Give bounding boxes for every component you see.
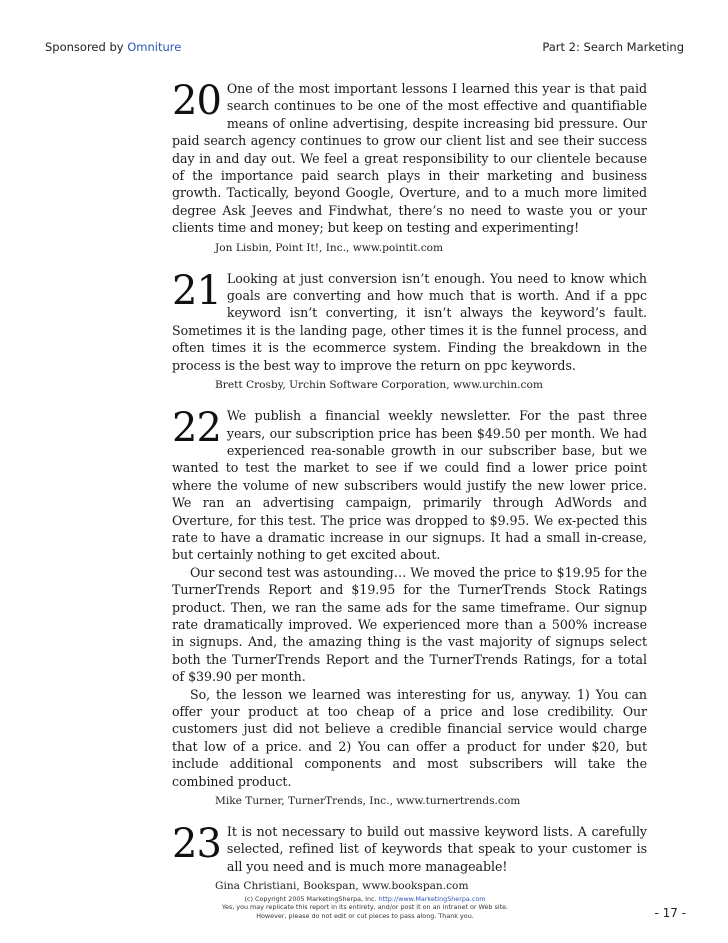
tip-20 <box>172 80 647 255</box>
tip-paragraph: One of the most important lessons I learned this year is that paid search continues to be one of the most effective and quantifiable means of online advertising, despite increasing bid pressure. Our paid search agency continues to grow our client list and see their success day in and day out. We feel a great responsibility to our clientele because of the importance paid search plays in their marketing and business growth. Tactically, beyond Google, Overture, and to a much more limited degree Ask Jeeves and Findwhat, there’s no need to waste you or your clients time and money; but keep on testing and experimenting! <box>172 81 647 236</box>
tip-22 <box>172 407 647 808</box>
tips-list <box>172 80 647 908</box>
page-number: - 17 - <box>654 906 686 920</box>
sponsor-prefix: Sponsored by <box>45 40 124 54</box>
tip-number: 21 <box>172 267 221 314</box>
tip-paragraph: We publish a financial weekly newsletter. For the past three years, our subscription price has been $49.50 per month. We had experienced rea-sonable growth in our subscriber base, but we wanted to test the market to see if we could find a lower price point where the volume of new subscribers would justify the new lower price. We ran an advertising campaign, primarily through AdWords and Overture, for this test. The price was dropped to $9.95. We ex-pected this rate to have a dramatic increase in our signups. It had a small in-crease, but certainly nothing to get excited about. <box>172 408 647 563</box>
tip-number: 22 <box>172 405 221 452</box>
tip-credit: Mike Turner, TurnerTrends, Inc., www.turnertrends.com <box>215 795 521 808</box>
tip-body <box>172 80 647 237</box>
tip-21 <box>172 267 647 392</box>
tip-credit: Brett Crosby, Urchin Software Corporation, www.urchin.com <box>215 379 543 392</box>
tip-paragraph: Our second test was astounding… We moved the price to $19.95 for the TurnerTrends Report and $19.95 for the TurnerTrends Stock Ratings product. Then, we ran the same ads for the same timeframe. Our signup rate dramatically improved. We experienced more than a 500% increase in signups. And, the amazing thing is the vast majority of signups select both the TurnerTrends Report and the TurnerTrends Ratings, for a total of $39.90 per month. <box>172 564 647 685</box>
marketingsherpa-link[interactable]: http://www.MarketingSherpa.com <box>378 895 486 903</box>
tip-body <box>172 407 647 790</box>
tip-body <box>172 267 647 374</box>
header-section-title: Part 2: Search Marketing <box>542 40 684 54</box>
tip-paragraph: So, the lesson we learned was interesting for us, anyway. 1) You can offer your product at too cheap of a price and lose credibility. Our customers just did not believe a credible financial service would charge that low of a price. and 2) You can offer a product for under $20, but include additional components and most subscribers will take the combined product. <box>172 686 647 789</box>
tip-number: 20 <box>172 78 221 124</box>
tip-23 <box>172 823 647 893</box>
header-sponsor <box>45 40 181 54</box>
edit-notice: However, please do not edit or cut pieces to pass along. Thank you. <box>256 911 474 920</box>
tip-credit: Gina Christiani, Bookspan, www.bookspan.com <box>215 880 469 893</box>
tip-number: 23 <box>172 821 221 868</box>
tip-credit: Jon Lisbin, Point It!, Inc., www.pointit.com <box>215 241 444 254</box>
replication-notice: Yes, you may replicate this report in its entirety, and/or post it on an intranet or Web site. <box>221 903 509 912</box>
copyright-line <box>180 895 550 903</box>
copyright-footer <box>180 895 550 920</box>
tip-paragraph: Looking at just conversion isn’t enough. You need to know which goals are converting and how much that is worth. And if a ppc keyword isn’t converting, it isn’t always the keyword’s fault. Sometimes it is the landing page, other times it is the funnel process, and often times it is the ecommerce system. Finding the breakdown in the process is the best way to improve the return on ppc keywords. <box>172 270 647 373</box>
tip-body <box>172 823 647 875</box>
sponsor-brand-link[interactable]: Omniture <box>127 40 182 54</box>
copyright-text: (c) Copyright 2005 MarketingSherpa, Inc. <box>244 895 377 903</box>
tip-paragraph: It is not necessary to build out massive keyword lists. A carefully selected, refined list of keywords that speak to your customer is all you need and is much more manageable! <box>226 824 647 874</box>
